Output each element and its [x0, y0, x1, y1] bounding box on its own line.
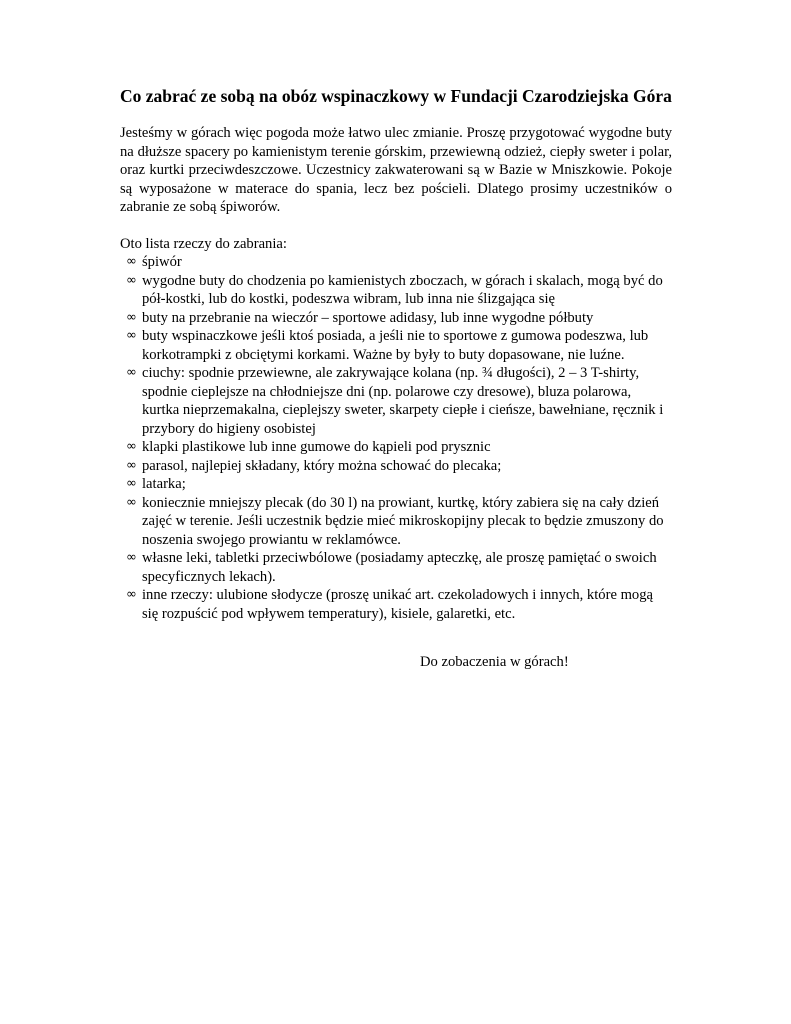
list-item-text: własne leki, tabletki przeciwbólowe (posiadamy apteczkę, ale proszę pamiętać o swoich specyficznych lekach). [142, 550, 657, 585]
list-item [120, 586, 672, 623]
list-item-text: inne rzeczy: ulubione słodycze (proszę unikać art. czekoladowych i innych, które mogą się rozpuścić pod wpływem temperatury), kisiele, galaretki, etc. [142, 587, 653, 622]
infinity-bullet-icon: ∞ [126, 587, 137, 602]
list-item-text: buty na przebranie na wieczór – sportowe adidasy, lub inne wygodne półbuty [142, 309, 594, 326]
list-item [120, 272, 672, 309]
document-title: Co zabrać ze sobą na obóz wspinaczkowy w Fundacji Czarodziejska Góra [120, 86, 672, 106]
list-item-text: parasol, najlepiej składany, który można schować do plecaka; [142, 457, 502, 474]
intro-paragraph: Jesteśmy w górach więc pogoda może łatwo ulec zmianie. Proszę przygotować wygodne buty na dłuższe spacery po kamienistym terenie górskim, przewiewną odzież, ciepły sweter i polar, oraz kurtki przeciwdeszczowe. Uczestnicy zakwaterowani są w Bazie w Mniszkowie. Pokoje są wyposażone w materace do spania, lecz bez pościeli. Dlatego prosimy uczestników o zabranie ze sobą śpiworów. [120, 125, 672, 215]
list-item [120, 475, 672, 494]
infinity-bullet-icon: ∞ [126, 550, 137, 565]
infinity-bullet-icon: ∞ [126, 254, 137, 269]
list-item [120, 438, 672, 457]
list-item-text: klapki plastikowe lub inne gumowe do kąpieli pod prysznic [142, 439, 491, 455]
infinity-bullet-icon: ∞ [126, 328, 137, 343]
list-intro: Oto lista rzeczy do zabrania: [120, 235, 287, 252]
list-item [120, 253, 672, 272]
infinity-bullet-icon: ∞ [126, 272, 137, 288]
list-item-text: ciuchy: spodnie przewiewne, ale zakrywające kolana (np. ¾ długości), 2 – 3 T-shirty, spodnie cieplejsze na chłodniejsze dni (np. polarowe czy dresowe), bluza polarowa, kurtka nieprzemakalna, cieplejszy sweter, skarpety ciepłe i cieńsze, bawełniane, ręcznik i przybory do higieny osobistej [142, 365, 664, 437]
infinity-bullet-icon: ∞ [126, 309, 137, 325]
list-item [120, 309, 672, 328]
list-item-text: koniecznie mniejszy plecak (do 30 l) na prowiant, kurtkę, który zabiera się na cały dzień zajęć w terenie. Jeśli uczestnik będzie mieć mikroskopijny plecak to będzie zmuszony do noszenia swojego prowiantu w reklamówce. [142, 494, 664, 548]
infinity-bullet-icon: ∞ [126, 476, 137, 491]
infinity-bullet-icon: ∞ [126, 365, 137, 380]
list-item [120, 549, 672, 586]
infinity-bullet-icon: ∞ [126, 439, 137, 454]
list-item [120, 327, 672, 364]
list-item-text: latarka; [142, 476, 186, 492]
list-item-text: wygodne buty do chodzenia po kamienistych zboczach, w górach i skalach, mogą być do pół-kostki, lub do kostki, podeszwa wibram, lub inna nie ślizgająca się [142, 272, 663, 307]
infinity-bullet-icon: ∞ [126, 457, 137, 473]
list-item [120, 457, 672, 476]
list-item [120, 494, 672, 550]
infinity-bullet-icon: ∞ [126, 494, 137, 510]
closing-line: Do zobaczenia w górach! [420, 654, 569, 670]
list-item-text: śpiwór [142, 254, 182, 270]
list-item-text: buty wspinaczkowe jeśli ktoś posiada, a jeśli nie to sportowe z gumowa podeszwa, lub korkotrampki z obciętymi korkami. Ważne by były to buty dopasowane, nie luźne. [142, 328, 649, 363]
list-item [120, 364, 672, 438]
packing-list [120, 253, 672, 623]
document-page [120, 84, 672, 672]
